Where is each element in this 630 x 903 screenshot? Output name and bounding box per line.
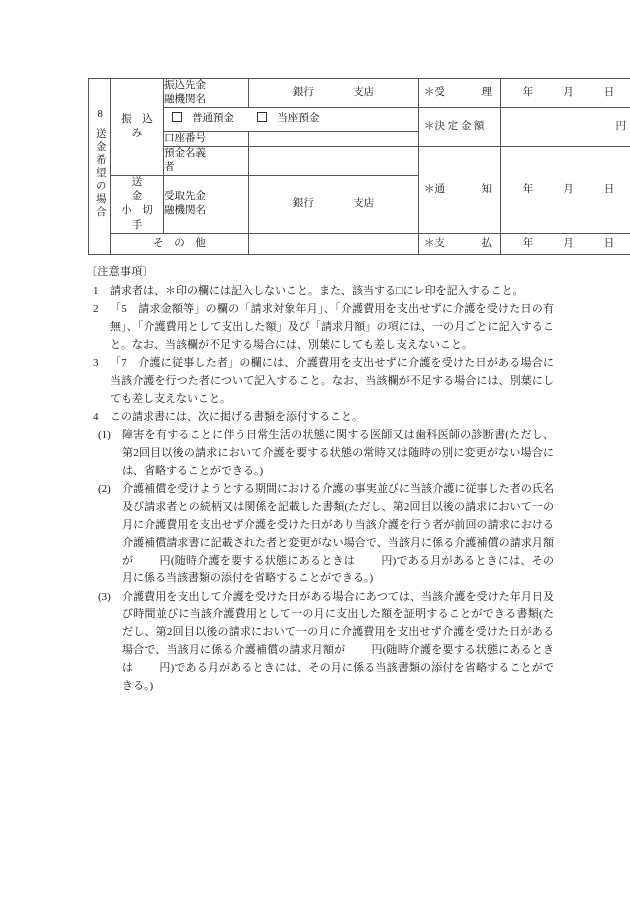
bank-suffix-bank: 銀行: [292, 87, 314, 99]
receipt-day: 日: [603, 87, 615, 99]
note-text: 「7 介護に従事した者」の欄には、介護費用を支出せずに介護を受けた日がある場合に当該介護を行つた者について記入すること。なお、当該欄が不足する場合には、別葉にしても差し支えないこと。: [110, 357, 554, 405]
receipt-star-label: ＊受: [424, 87, 445, 99]
receipt-date-cell[interactable]: [501, 79, 630, 108]
subitem-part1: 介護補償を受けようとする期間における介護の事実並びに当該介護に従事した者の氏名及び請求者との続柄又は関係を記載した書類(ただし、第2回目以後の請求において一の月に介護費用を支出せず介護を受けた日があり当該介護を行う者が前回の請求における介護補償請求書に記載された者と変更がない場合で、当該月に係る介護補償の請求月額が: [122, 483, 554, 567]
receiver-bank-label-line2: 融機関名: [164, 205, 206, 217]
transfer-method-label: 振 込 み: [121, 113, 164, 140]
decision-amount-label: ＊決 定 金 額: [424, 120, 485, 132]
subitem-number: (1): [98, 429, 111, 442]
notice-day: 日: [603, 183, 615, 195]
subitem-text: [122, 481, 554, 588]
subitem-part3: 円)である月があるときには、その月に係る当該書類の添付を省略することができる。): [122, 554, 555, 585]
payment-year: 年: [522, 237, 534, 249]
decision-amount-yen: 円: [615, 120, 626, 132]
receipt-year: 年: [522, 87, 534, 99]
account-type-ordinary-label: 普通預金: [192, 113, 234, 125]
account-type-current-label: 当座預金: [277, 113, 320, 125]
payment-day: 日: [603, 237, 615, 249]
subitem-number: (2): [98, 483, 111, 496]
notice-month: 月: [563, 183, 574, 195]
note-item-4: [86, 409, 554, 427]
payment-month: 月: [563, 237, 574, 249]
other-method-label: そ の 他: [153, 237, 206, 249]
note-text: この請求書には、次に掲げる書類を添付すること。: [110, 411, 363, 423]
note-number: 2: [93, 303, 99, 316]
receipt-label-cell: [419, 79, 501, 108]
receipt-month: 月: [563, 87, 574, 99]
note-item-3: [86, 355, 554, 408]
note-text: 請求者は、＊印の欄には記入しないこと。また、該当する□にレ印を記入すること。: [110, 284, 524, 297]
note-subitem-2: [86, 481, 554, 588]
table-row: [89, 146, 630, 175]
note-subitem-1: [86, 427, 554, 480]
notice-year: 年: [522, 183, 534, 195]
note-subitem-3: [86, 589, 554, 696]
subitem-part3: 円)である月があるときには、その月に係る当該書類の添付を省略することができる。): [122, 661, 554, 692]
note-text: 「5 請求金額等」の欄の「請求対象年月」、「介護費用を支出せずに介護を受けた日の有無」、「介護費用として支出した額」及び「請求月額」の項には、一の月ごとに記入すること。なお、当該欄が不足する場合には、別葉にしても差し支えないこと。: [110, 303, 554, 351]
check-method-line2: 小 切 手: [121, 205, 164, 231]
notice-date-cell[interactable]: [501, 146, 630, 233]
receiver-suffix-branch: 支店: [353, 198, 375, 210]
section-number: 8: [94, 109, 106, 123]
table-row: [89, 79, 630, 108]
section-header-cell: [89, 79, 111, 255]
other-method-value-cell[interactable]: [249, 233, 419, 254]
transfer-method-cell: [111, 79, 164, 176]
notes-title: 〔注意事項〕: [86, 266, 154, 278]
decision-amount-label-cell: [419, 108, 501, 146]
table-row: [89, 233, 630, 254]
account-number-label: 口座番号: [164, 132, 206, 144]
note-number: 1: [93, 284, 99, 297]
check-method-line1: 送 金: [131, 177, 174, 203]
bank-name-label-cell: [164, 79, 249, 108]
checkbox-ordinary-deposit[interactable]: [172, 112, 182, 122]
subitem-part2: 円(随時介護を要する状態にあるときは: [159, 554, 356, 567]
bank-suffix-branch: 支店: [353, 87, 375, 99]
remittance-request-table: [88, 78, 630, 255]
account-number-label-cell: [164, 131, 249, 146]
bank-name-label-line1: 振込先金: [164, 80, 206, 91]
subitem-part2: 円(随時介護を要する状態にあるときは: [122, 644, 554, 674]
notice-label-right: 知: [481, 183, 492, 195]
note-number: 4: [93, 411, 99, 423]
table-row: [89, 108, 630, 131]
bank-name-value-cell[interactable]: [249, 79, 419, 108]
notes-section: [86, 264, 554, 696]
subitem-number: (3): [98, 590, 111, 603]
subitem-part1: 介護費用を支出して介護を受けた日がある場合にあつては、当該介護を受けた年月日及び時間並びに当該介護費用として一の月に支出した額を証明することができる書類(ただし、第2回目以後の請求において一の月に介護費用を支出せず介護を受けた日がある場合で、当該月に係る介護補償の請求月額が: [122, 590, 554, 657]
note-item-1: [86, 283, 554, 301]
note-number: 3: [93, 357, 99, 370]
receiver-bank-value-cell[interactable]: [249, 176, 419, 234]
checkbox-current-deposit[interactable]: [257, 112, 267, 122]
receipt-label-right: 理: [481, 87, 492, 99]
subitem-text: 障害を有することに伴う日常生活の状態に関する医師又は歯科医師の診断書(ただし、第2回目以後の請求において介護を要する状態の常時又は随時の別に変更がない場合には、省略することができる。): [122, 429, 554, 477]
account-holder-label-line1: 預金名義: [164, 147, 206, 159]
receiver-bank-label-cell: [164, 176, 249, 234]
receiver-suffix-bank: 銀行: [292, 198, 314, 210]
other-method-cell: [111, 233, 249, 254]
note-item-2: [86, 301, 554, 354]
section-label: 送金希望の場合: [94, 127, 106, 219]
payment-label-right: 払: [481, 237, 492, 249]
bank-name-label-line2: 融機関名: [164, 94, 206, 106]
account-holder-label-line2: 者: [164, 161, 175, 173]
payment-date-cell[interactable]: [501, 233, 630, 254]
account-holder-value-cell[interactable]: [249, 146, 419, 175]
account-holder-label-cell: [164, 146, 249, 175]
notice-label-cell: [419, 146, 501, 233]
decision-amount-value-cell[interactable]: [501, 108, 630, 146]
payment-star-label: ＊支: [424, 237, 445, 249]
receiver-bank-label-line1: 受取先金: [164, 191, 206, 203]
subitem-text: [122, 589, 554, 696]
account-number-value-cell[interactable]: [249, 131, 419, 146]
notice-star-label: ＊通: [424, 183, 445, 195]
check-method-cell: [111, 176, 174, 234]
payment-label-cell: [419, 233, 501, 254]
account-type-cell[interactable]: [164, 108, 419, 131]
